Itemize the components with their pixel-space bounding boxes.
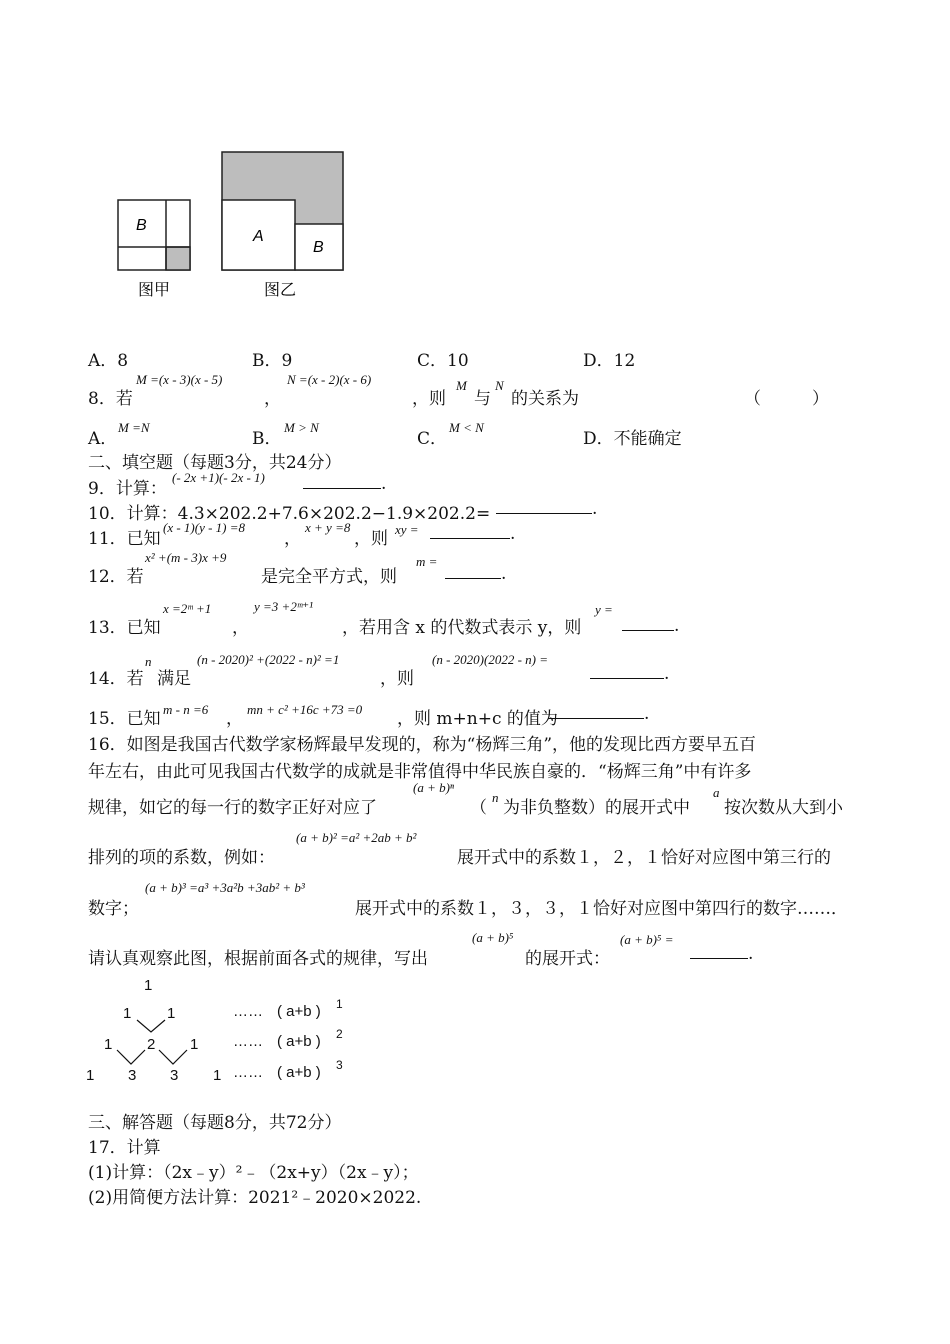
q16-line-3-n: n (492, 790, 499, 805)
q14-mid: 满足 (157, 669, 191, 689)
tri-exp-3: 3 (336, 1058, 343, 1072)
q7-option-d: D．12 (583, 351, 636, 371)
tri-r1-0: 1 (123, 1005, 132, 1022)
q8-answer-paren: （ ） (744, 389, 829, 409)
q14-e3: (n - 2020)(2022 - n) = (432, 652, 548, 667)
q7-option-c: C．10 (417, 351, 469, 371)
q17-part-1: (1)计算：（2x﹣y）²﹣（2x+y）（2x﹣y）； (88, 1163, 419, 1183)
q12-end: . (501, 564, 507, 584)
q16-line-3-a: a (713, 785, 720, 800)
q14-end: . (664, 664, 670, 684)
q8-m: M (456, 378, 467, 393)
tri-r2-2: 1 (190, 1036, 199, 1053)
yanghui-triangle (80, 972, 370, 1090)
q16-line-4b: 展开式中的系数１，２，１恰好对应图中第三行的 (457, 848, 831, 868)
q14-blank (590, 664, 669, 684)
q16-line-6a: 请认真观察此图，根据前面各式的规律，写出 (88, 949, 428, 969)
q8-n-expr: N =(x - 2)(x - 6) (287, 372, 372, 387)
q16-line-3d: 按次数从大到小 (724, 798, 843, 818)
tri-expr-2: ( a+b ) (277, 1033, 321, 1050)
q9-expr: (- 2x +1)(- 2x - 1) (172, 470, 265, 485)
tri-r2-0: 1 (104, 1036, 113, 1053)
q8-n: N (495, 378, 504, 393)
q15-mid: ，则 m+n+c 的值为 (397, 709, 558, 729)
q16-line-3a: 规律，如它的每一行的数字正好对应了 (88, 798, 377, 818)
q8-rel: 的关系为 (511, 389, 579, 409)
yi-caption: 图乙 (264, 282, 297, 299)
q7-option-b: B．9 (252, 351, 293, 371)
q12-e1: x² +(m - 3)x +9 (145, 550, 227, 565)
q12-e2: m = (416, 554, 438, 569)
tri-exp-2: 2 (336, 1027, 343, 1041)
q8-option-c-label: C． (417, 429, 448, 449)
q16-blank (690, 944, 753, 964)
q15-end: . (644, 704, 650, 724)
tri-dots-3: …… (233, 1064, 263, 1081)
tri-expr-3: ( a+b ) (277, 1064, 321, 1081)
q13-mid: ，若用含 x 的代数式表示 y，则 (342, 618, 582, 638)
q13-e3: y = (595, 602, 613, 617)
q8-option-b: M > N (284, 420, 319, 435)
figure-jia (118, 200, 190, 299)
tri-connector-2a (117, 1050, 145, 1064)
q15-e1: m - n =6 (163, 702, 209, 717)
q9-blank (303, 474, 386, 494)
q8-num: 8．若 (88, 389, 133, 409)
q16-line-3c: 为非负整数）的展开式中 (503, 798, 690, 818)
q11-num: 11．已知 (88, 529, 161, 549)
q14-e1: n (145, 654, 152, 669)
q9-num: 9．计算： (88, 479, 167, 499)
q13-c1: ， (232, 618, 249, 638)
q15-e2: mn + c² +16c +73 =0 (247, 702, 363, 717)
q16-line-6-expr: (a + b)⁵ (472, 930, 514, 945)
q15-blank (548, 704, 649, 724)
q11-e3: xy = (395, 522, 419, 537)
q13-e1: x =2ᵐ +1 (163, 601, 212, 616)
shaded-small-square (166, 247, 190, 270)
tri-connector-1 (137, 1020, 165, 1032)
q16-line-5b: 展开式中的系数１，３，３，１恰好对应图中第四行的数字……． (355, 899, 848, 919)
section-2-heading: 二、填空题（每题3分，共24分） (88, 453, 342, 473)
q16-line-3-expr: (a + b)ⁿ (413, 780, 455, 795)
q8-then: ，则 (412, 389, 446, 409)
q8-option-b-label: B． (252, 429, 282, 449)
q15-num: 15．已知 (88, 709, 161, 729)
q16-line-4-expr: (a + b)² =a² +2ab + b² (296, 830, 417, 845)
tri-exp-1: 1 (336, 997, 343, 1011)
jia-label-b: B (136, 217, 147, 234)
tri-r0-0: 1 (144, 977, 153, 994)
q8-option-a-label: A． (88, 429, 118, 449)
q16-line-2: 年左右，由此可见我国古代数学的成就是非常值得中华民族自豪的．“杨辉三角”中有许多 (88, 762, 752, 782)
tri-expr-1: ( a+b ) (277, 1003, 321, 1020)
tri-dots-2: …… (233, 1033, 263, 1050)
q7-option-a: A．8 (88, 351, 129, 371)
q10-text: 10．计算：4.3×202.2+7.6×202.2−1.9×202.2= (88, 504, 491, 524)
q16-line-5a: 数字； (88, 899, 139, 919)
tri-r2-1: 2 (147, 1036, 156, 1053)
q16-line-6b: 的展开式： (525, 949, 610, 969)
q16-line-3b: （ (470, 798, 487, 818)
q13-e2: y =3 +2ᵐ⁺¹ (254, 599, 313, 614)
q8-m-expr: M =(x - 3)(x - 5) (136, 372, 223, 387)
q16-line-5-expr: (a + b)³ =a³ +3a²b +3ab² + b³ (145, 880, 305, 895)
tri-r3-3: 1 (213, 1067, 222, 1084)
q12-num: 12．若 (88, 567, 144, 587)
tri-r1-1: 1 (167, 1005, 176, 1022)
q13-end: . (674, 616, 680, 636)
q13-num: 13．已知 (88, 618, 161, 638)
q15-c1: ， (226, 709, 243, 729)
q16-end: . (748, 944, 754, 964)
q14-c1: ，则 (380, 669, 414, 689)
q8-option-d: D．不能确定 (583, 429, 682, 449)
q16-line-4a: 排列的项的系数，例如： (88, 848, 275, 868)
figure-area (100, 140, 360, 310)
yi-label-a: A (253, 228, 264, 245)
q10-end: . (592, 499, 598, 519)
q16-line-1: 16．如图是我国古代数学家杨辉最早发现的，称为“杨辉三角”，他的发现比西方要早五百 (88, 735, 757, 755)
q8-option-c: M < N (449, 420, 484, 435)
q8-option-a: M =N (118, 420, 150, 435)
tri-r3-1: 3 (128, 1067, 137, 1084)
yi-label-b: B (313, 239, 324, 256)
q11-c1: ， (284, 529, 301, 549)
q11-e1: (x - 1)(y - 1) =8 (163, 520, 246, 535)
q12-blank (445, 564, 506, 584)
q8-with: 与 (474, 389, 491, 409)
q11-c2: ，则 (354, 529, 388, 549)
q10-blank (496, 499, 597, 519)
q13-blank (622, 616, 679, 636)
q14-e2: (n - 2020)² +(2022 - n)² =1 (197, 652, 340, 667)
q11-end: . (510, 524, 516, 544)
q14-num: 14．若 (88, 669, 144, 689)
q11-e2: x + y =8 (305, 520, 351, 535)
jia-caption: 图甲 (138, 282, 171, 299)
q11-blank (430, 524, 515, 544)
q8-comma: ， (264, 389, 281, 409)
tri-dots-1: …… (233, 1003, 263, 1020)
q16-line-6-expr-2: (a + b)⁵ = (620, 932, 674, 947)
section-3-heading: 三、解答题（每题8分，共72分） (88, 1113, 342, 1133)
q12-mid: 是完全平方式，则 (261, 567, 397, 587)
figure-yi (222, 152, 343, 299)
tri-r3-0: 1 (86, 1067, 95, 1084)
q17-part-2: (2)用简便方法计算：2021²﹣2020×2022. (88, 1188, 422, 1208)
tri-connector-2b (159, 1050, 187, 1064)
q17-title: 17．计算 (88, 1138, 161, 1158)
q9-end: . (381, 474, 387, 494)
tri-r3-2: 3 (170, 1067, 179, 1084)
